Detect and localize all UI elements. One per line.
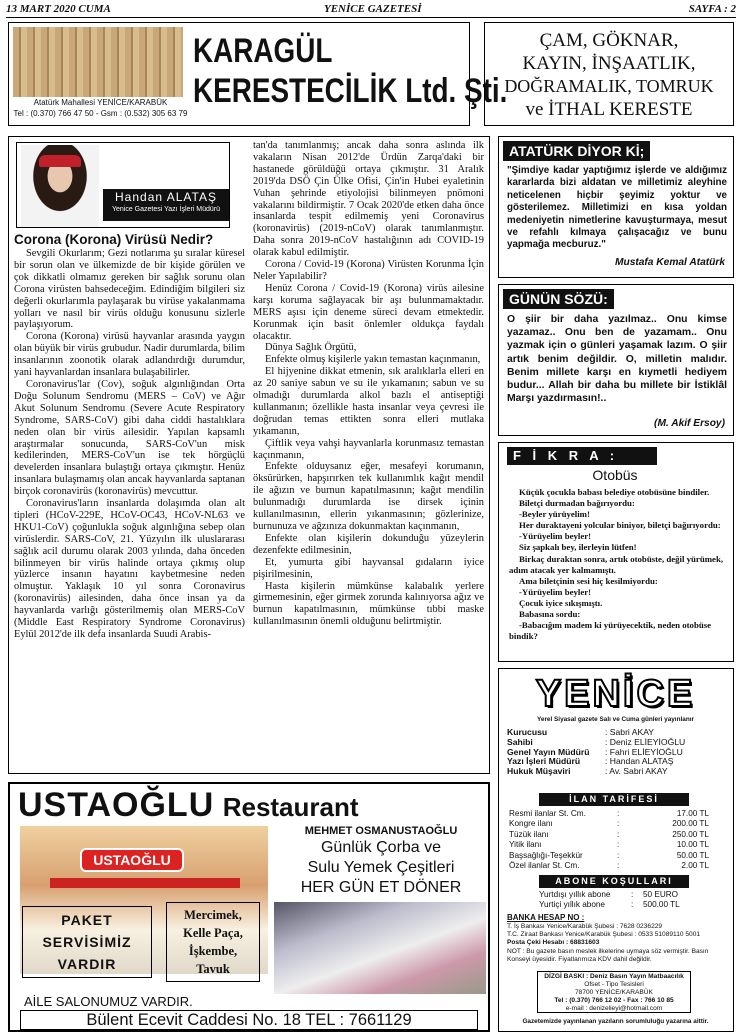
abone-row: Yurtdışı yıllık abone : 50 EURO bbox=[539, 890, 709, 900]
bank-line: T.C. Ziraat Bankası Yenice/Karabük Şubesi : 0533 51089110 5001 bbox=[507, 931, 701, 939]
karagul-ad bbox=[8, 22, 508, 126]
fikra-line: -Yürüyelim beyler! bbox=[519, 531, 592, 542]
gunun-sozu-text: O şiir bir daha yazılmaz.. Onu kimse yazamaz.. Onu ben de yazamam.. Onu yazmak için o günleri yaşamak lazım. O şiir artık benim değildir. O, milletin malıdır. Benim millete karşı en kıymetli hediyem budur... Allah bir daha bu millete bir İstiklâl Marşı yazdırmasın!.. bbox=[507, 314, 727, 405]
staff-name: : Handan ALATAŞ bbox=[605, 756, 674, 767]
staff-row bbox=[507, 767, 725, 777]
paket-line: SERVİSİMİZ bbox=[42, 934, 132, 950]
abone-table bbox=[539, 890, 709, 911]
article-paragraph: Enfekte olan kişilerin dokunduğu yüzeylerin dezenfekte edilmesinin, bbox=[253, 532, 484, 556]
header-date: 13 MART 2020 CUMA bbox=[6, 3, 111, 15]
fikra-line: Çocuk iyice sıkışmıştı. bbox=[519, 597, 603, 608]
ad-company-line1: KARAGÜL bbox=[193, 32, 333, 70]
article-paragraph: tan'da tanımlanmış; ancak daha sonra aslında ilk vakaların Nisan 2012'de Ürdün Zarqa'daki bir hastanede görüldüğü ortaya çıkmıştır. 31 Aralık 2019'da DSÖ Çin Ülke Ofisi, Çin'in Hubei eyaletinin Vuhan şehrinde etiyolojisi bilinmeyen pnömoni vakalarını bildirmiştir. 7 Ocak 2020'de etken daha önce insanlarda tespit edilmemiş yeni Coronavirus (koronavirüs) (2019-nCoV) olarak tanımlanmıştır. Daha sonra 2019-nCoV hastalığının adı COVID-19 olarak kabul edilmiştir. bbox=[253, 140, 484, 259]
fikra-line: Birkaç duraktan sonra, artık otobüste, değil yürümek, adım atacak yer kalmamıştı. bbox=[509, 553, 724, 575]
author-last-name: ALATAŞ bbox=[166, 190, 217, 204]
print-line: e-mail : denizelieyi@hotmail.com bbox=[565, 1005, 663, 1012]
article-paragraph: Corona (Korona) virüsü hayvanlar arasında yaygın olan büyük bir virüs grubudur. Nadir durumlarda, bilim insanlarının zoonotik olarak adlandırdığı durumdur, yani hayvanlardan insanlara bulaşabilirler. bbox=[14, 331, 245, 379]
author-cap bbox=[39, 155, 81, 167]
ad-address: Atatürk Mahallesi YENİCE/KARABÜK bbox=[33, 98, 168, 107]
ilan-item: Yitik ilanı bbox=[509, 840, 542, 850]
fikra-line: Babasına sordu: bbox=[519, 609, 581, 620]
article-paragraph: Enfekte olmuş kişilerle yakın temastan kaçınmanın, bbox=[265, 354, 481, 366]
ilan-price: 200.00 TL bbox=[672, 819, 709, 829]
article-paragraph: Coronavirus'lar (Cov), soğuk algınlığından Orta Doğu Solunum Sendromu (MERS – CoV) ve Ağır Akut Solunum Sendromu (Severe Acute Respiratory Syndrome, SARS-CoV) gibi daha ciddi hastalıklara neden olan bir virüs ailesidir. Yapılan kapsamlı araştırmalar sonucunda, SARS-CoV'un misk kedilerinden, MERS-CoV'un ise tek hörgüçlü develerden insanlara bulaştığı ortaya çıkmıştır. Henüz insanlara bulaşmamış olan ancak hayvanlarda saptanan birçok coronavirüs (koronavirüs) mevcuttur. bbox=[14, 378, 245, 498]
karagul-products-box bbox=[484, 22, 734, 126]
masthead-note: NOT : Bu gazete basın meslek ilkelerine uymaya söz vermiştir. Basın Konseyi üyesidir. Fiyatlarımıza KDV dahil değildir. bbox=[507, 947, 709, 963]
masthead-box bbox=[498, 668, 734, 1032]
article-column-2 bbox=[253, 140, 484, 768]
masthead-tagline: Yerel Siyasal gazete Salı ve Cuma günleri yayınlanır bbox=[536, 716, 694, 723]
article-paragraph: Dünya Sağlık Örgütü, bbox=[265, 342, 357, 354]
menu-box bbox=[166, 902, 260, 982]
ilan-price: 2.00 TL bbox=[681, 861, 709, 871]
ilan-row: Kongre ilanı : 200.00 TL bbox=[509, 819, 709, 829]
ad-line: Günlük Çorba ve bbox=[320, 839, 442, 856]
staff-role: Yazı İşleri Müdürü bbox=[507, 756, 581, 767]
fikra-subtitle: Otobüs bbox=[592, 467, 638, 483]
product-line: ÇAM, GÖKNAR, bbox=[539, 30, 679, 51]
bank-line: Posta Çeki Hesabı : 68831603 bbox=[507, 939, 600, 947]
paket-box bbox=[22, 906, 152, 978]
masthead-logo: YENİCE bbox=[535, 673, 696, 715]
author-card bbox=[16, 142, 230, 228]
ilan-price: 17.00 TL bbox=[676, 809, 709, 818]
ilan-title: İLAN TARİFESİ bbox=[539, 793, 689, 806]
ilan-table bbox=[509, 809, 709, 871]
ataturk-title: ATATÜRK DİYOR Kİ; bbox=[503, 141, 650, 161]
header-paper-name: YENİCE GAZETESİ bbox=[324, 3, 422, 15]
staff-name: : Sabri AKAY bbox=[605, 727, 655, 737]
staff-name: : Fahri ELİEYİOĞLU bbox=[605, 746, 683, 757]
article-paragraph: Enfekte olduysanız eğer, mesafeyi korumanın, öksürürken, hapşırırken tek kullanımlık kağıt mendil ile ağızın ve burnun kapatılmasının; kağıt mendilin bulunmadığı durumlarda ise dirsek içinin kullanılmasının, ellerin yıkanmasının; gözlerinize, burnunuza ve ağzınıza dokunmaktan kaçınmanın, bbox=[253, 461, 484, 532]
abone-item: Yurtiçi yıllık abone bbox=[539, 900, 605, 910]
ad-line: HER GÜN ET DÖNER bbox=[300, 879, 462, 896]
ataturk-author: Mustafa Kemal Atatürk bbox=[614, 257, 725, 268]
menu-line: İşkembe, bbox=[188, 944, 238, 958]
print-line: 78700 YENİCE/KARABÜK bbox=[575, 989, 653, 996]
ilan-item: Başsağlığı-Teşekkür bbox=[509, 850, 583, 860]
article-paragraph: Et, yumurta gibi hayvansal gıdaların iyice pişirilmesinin, bbox=[253, 556, 484, 580]
fikra-title: F İ K R A : bbox=[507, 447, 657, 465]
food-photo bbox=[274, 902, 486, 994]
paket-line: VARDIR bbox=[57, 956, 117, 972]
author-first-name: Handan bbox=[115, 190, 164, 204]
ad-owner: MEHMET OSMANUSTAOĞLU bbox=[304, 825, 458, 837]
ilan-item: Resmi ilanlar St. Cm. bbox=[509, 809, 586, 818]
product-line: ve İTHAL KERESTE bbox=[525, 99, 693, 120]
fikra-line: Her duraktayeni yolcular biniyor, biletçi bağırıyordu: bbox=[519, 520, 721, 531]
ad-phones: Tel : (0.370) 766 47 50 - Gsm : (0.532) 305 63 79 bbox=[13, 109, 188, 118]
restaurant-sign: USTAOĞLU bbox=[80, 848, 184, 872]
ad-salon: AİLE SALONUMUZ VARDIR. bbox=[24, 994, 193, 1009]
ataturk-quote: "Şimdiye kadar yaptığımız işlerde ve aldığımız kararlarda bizi aldatan ve milletimiz aleyhine neticelenen hiçbir şeyimiz yoktur ve gösterilemez. Milletimizi en kısa yoldan medeniyetin nimetlerine kavuşturmaya, mesut ve refahlı kılmaya çalışacağız ve bunu yapmağa mecburuz." bbox=[507, 165, 727, 251]
article-paragraph: El hijyenine dikkat etmenin, sık aralıklarla elleri en az 20 saniye sabun ve su ile yıkamanın; sabun ve su olmadığı durumlarda alkol bazlı el antiseptiği kullanmanın; özellikle hasta insanlar veya çevresi ile doğrudan temas ettikten sonra elleri mutlaka yıkamanın, bbox=[253, 366, 484, 437]
ilan-row: Resmi ilanlar St. Cm. : 17.00 TL bbox=[509, 809, 709, 818]
gunun-sozu-box bbox=[498, 284, 734, 436]
ilan-item: Kongre ilanı bbox=[509, 819, 553, 829]
bank-title: BANKA HESAP NO : bbox=[507, 913, 585, 922]
article-paragraph: Çiftlik veya vahşi hayvanlarla korunmasız temastan kaçınmanın, bbox=[253, 437, 484, 461]
fikra-line: Siz şapkalı bey, ilerleyin lütfen! bbox=[519, 542, 637, 553]
ilan-row: Yitik ilanı : 10.00 TL bbox=[509, 840, 709, 850]
menu-line: Mercimek, bbox=[184, 908, 242, 922]
ilan-item: Tüzük ilanı bbox=[509, 829, 549, 839]
abone-title: ABONE KOŞULLARI bbox=[539, 875, 689, 888]
ilan-price: 10.00 TL bbox=[676, 840, 709, 850]
article-column-1 bbox=[14, 248, 245, 768]
staff-role: Hukuk Müşaviri bbox=[507, 766, 571, 777]
product-line: KAYIN, İNŞAATLIK, bbox=[522, 53, 696, 74]
print-line: Ofset - Tipo Tesisleri bbox=[584, 981, 644, 988]
print-line: DİZGİ BASKI : Deniz Basın Yayın Matbaacılık bbox=[544, 973, 684, 980]
staff-role: Sahibi bbox=[507, 736, 533, 747]
ilan-price: 50.00 TL bbox=[676, 850, 709, 860]
page-header bbox=[6, 2, 736, 18]
print-info bbox=[537, 971, 691, 1013]
article-paragraph: Sevgili Okurlarım; Gezi notlarıma şu sıralar küresel bir sorun olan ve ülkemizde de bir kişide görülen ve çok dikkatli olmamız gereken bir sağlık sorunu olan Corona virüsten bahsedeceğim. Edindiğim bilgileri siz değerli okurlarımla paylaşarak bu virüse yakalanmama yolları ve nasıl bir virüs olduğu konusunu sizlerle paylaşıyorum. bbox=[14, 248, 245, 331]
ad-company-line2: KERESTECİLİK Ltd. Şti. bbox=[193, 72, 508, 110]
ilan-row: Özel ilanlar St. Cm. : 2.00 TL bbox=[509, 861, 709, 871]
article-paragraph: Coronavirus'ların insanlarda dolaşımda olan alt tipleri (HCoV-229E, HCoV-OC43, HCoV-NL63 ve HKU1-CoV) çoğunlukla soğuk algınlığına sebep olan virüslerdir. SARS-CoV, 21. Yüzyılın ilk uluslararası sağlık acil durumu olarak 2003 yılında, daha önceden bilinmeyen bir virüs halinde ortaya çıkmış olup yüzlerce insanın hayatını kaybetmesine neden olmuştur. Yaklaşık 10 yıl sonra Coronavirus (koronavirüs) ailesinden, daha önce insan ya da hayvanlarda varlığı gösterilmemiş olan MERS-CoV (Middle East Respiratory Syndrome Coronavirus) Eylül 2012'de ilk defa insanlarda Suudi Arabis- bbox=[14, 498, 245, 640]
article-title: Corona (Korona) Virüsü Nedir? bbox=[14, 232, 214, 247]
abone-price: 50 EURO bbox=[643, 890, 679, 899]
staff-name: : Av. Sabri AKAY bbox=[605, 766, 668, 777]
abone-price: 500.00 TL bbox=[643, 900, 680, 910]
abone-row: Yurtiçi yıllık abone : 500.00 TL bbox=[539, 900, 709, 910]
fikra-line: Biletçi durmadan bağırıyordu: bbox=[519, 498, 635, 509]
abone-item: Yurtdışı yıllık abone bbox=[539, 890, 611, 899]
ad-line: Sulu Yemek Çeşitleri bbox=[307, 859, 455, 876]
ilan-row: Tüzük ilanı : 250.00 TL bbox=[509, 829, 709, 839]
ilan-price: 250.00 TL bbox=[672, 829, 709, 839]
fikra-line: -Yürüyelim beyler! bbox=[519, 586, 592, 597]
paket-line: PAKET bbox=[61, 912, 113, 928]
ustaoglu-ad bbox=[8, 782, 490, 1032]
ilan-row: Başsağlığı-Teşekkür : 50.00 TL bbox=[509, 850, 709, 860]
ad-address: Bülent Ecevit Caddesi No. 18 TEL : 7661129 bbox=[20, 1010, 478, 1030]
fikra-box bbox=[498, 442, 734, 662]
header-rule bbox=[6, 17, 736, 18]
article-paragraph: Henüz Corona / Covid-19 (Korona) virüs ailesine karşı koruma sağlayacak bir aşı bulunmamaktadır. MERS aşısı için deneme süreci devam etmektedir. Korunmak için basit önlemler oldukça faydalı olacaktır. bbox=[253, 282, 484, 342]
staff-table bbox=[507, 728, 725, 777]
ad-name-b: Restaurant bbox=[222, 792, 359, 822]
staff-role: Genel Yayın Müdürü bbox=[507, 746, 590, 757]
header-page-number: SAYFA : 2 bbox=[688, 3, 736, 15]
fikra-line: Küçük çocukla babası belediye otobüsüne bindiler. bbox=[519, 487, 710, 497]
staff-role: Kurucusu bbox=[507, 727, 548, 737]
ilan-item: Özel ilanlar St. Cm. bbox=[509, 861, 580, 871]
author-photo bbox=[21, 145, 99, 227]
print-line: Tel : (0.370) 766 12 02 - Fax : 766 10 85 bbox=[554, 997, 674, 1004]
gunun-sozu-title: GÜNÜN SÖZÜ: bbox=[503, 289, 614, 309]
sign-stripe bbox=[50, 878, 240, 888]
article-paragraph: Corona / Covid-19 (Korona) Virüsten Korunma İçin Neler Yapılabilir? bbox=[253, 259, 484, 282]
ataturk-box bbox=[498, 136, 734, 278]
staff-name: : Deniz ELİEYİOĞLU bbox=[605, 736, 686, 747]
fikra-line: Ama biletçinin sesi hiç kesilmiyordu: bbox=[519, 575, 658, 586]
masthead-footer: Gazetemizde yayınlanan yazıların sorumluluğu yazarına aittir. bbox=[522, 1018, 709, 1025]
author-role: Yenice Gazetesi Yazı İşleri Müdürü bbox=[111, 206, 221, 213]
lumber-photo bbox=[13, 27, 183, 97]
product-line: DOĞRAMALIK, TOMRUK bbox=[504, 76, 714, 96]
menu-line: Tavuk bbox=[196, 962, 230, 976]
ad-name-a: USTAOĞLU bbox=[18, 786, 215, 824]
article-paragraph: Hasta kişilerin mümkünse kalabalık yerlere girmemesinin, eğer girmek zorunda kalınıyorsa ağız ve burnun kapatılmasının, mümkünse tıbbi maske kullanılmasının önemli olduğunu belirtmiştir. bbox=[253, 580, 484, 628]
gunun-sozu-author: (M. Akif Ersoy) bbox=[654, 418, 725, 429]
bank-line: T. İş Bankası Yenice/Karabük Şubesi : 7628 0236229 bbox=[507, 923, 663, 930]
fikra-line: -Babacığım madem ki yürüyecektik, neden otobüse bindik? bbox=[509, 620, 712, 642]
menu-line: Kelle Paça, bbox=[183, 926, 243, 940]
fikra-line: -Beyler yürüyelim! bbox=[519, 509, 590, 520]
